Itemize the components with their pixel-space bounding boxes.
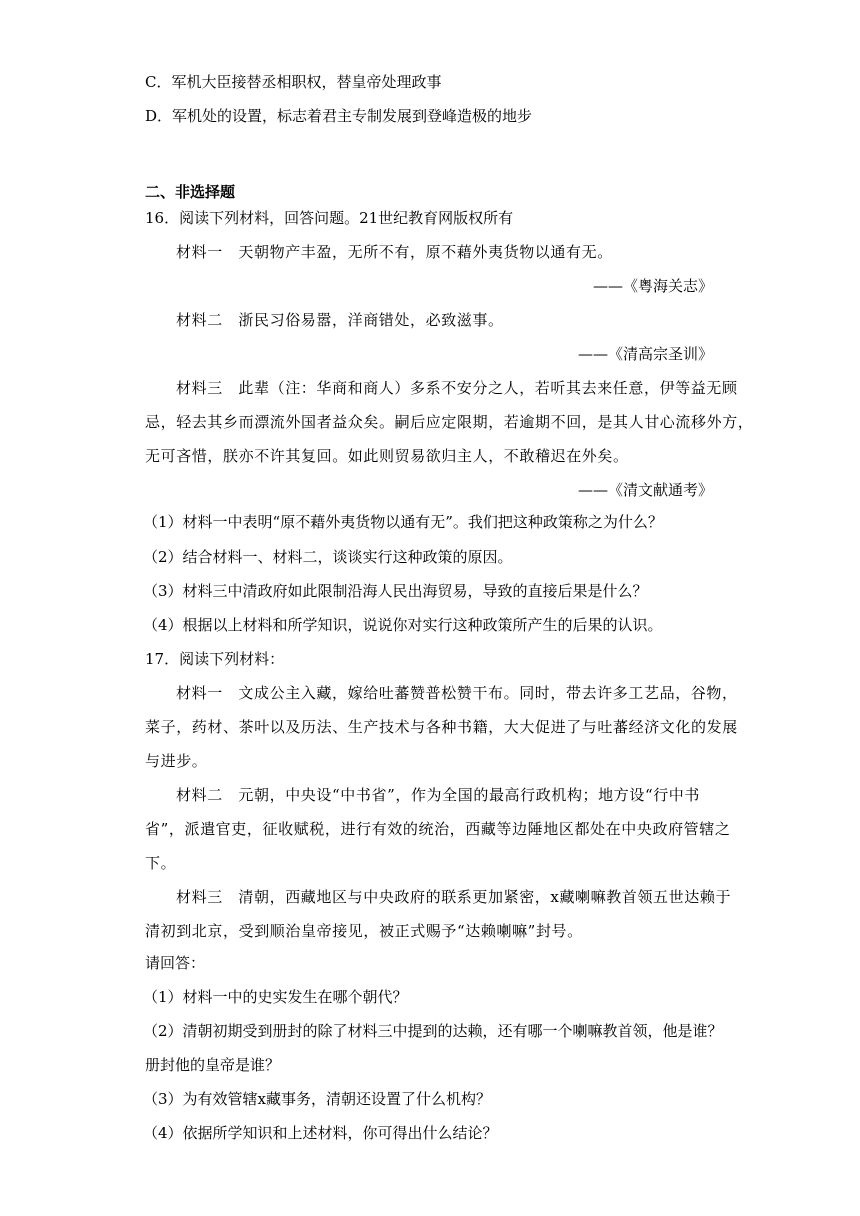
q17-sub-1: （1）材料一中的史实发生在哪个朝代？ bbox=[143, 988, 408, 1006]
q16-sub-3: （3）材料三中清政府如此限制沿海人民出海贸易，导致的直接后果是什么？ bbox=[143, 582, 648, 600]
q16-material-3-line-3: 无可吝惜，朕亦不许其复回。如此则贸易欲归主人，不敢稽迟在外矣。 bbox=[145, 447, 629, 465]
q17-material-2-line-1: 材料二 元朝，中央设“中书省”，作为全国的最高行政机构；地方设“行中书 bbox=[176, 786, 701, 804]
q16-material-3-line-2: 忌，轻去其乡而漂流外国者益众矣。嗣后应定限期，若逾期不回，是其人甘心流移外方， bbox=[145, 413, 754, 431]
q17-sub-3: （3）为有效管辖x藏事务，清朝还设置了什么机构？ bbox=[143, 1090, 492, 1108]
q16-material-3-source: ——《清文献通考》 bbox=[577, 481, 713, 499]
q16-material-2: 材料二 浙民习俗易嚣，洋商错处，必致滋事。 bbox=[176, 311, 504, 329]
q17-material-1-line-3: 与进步。 bbox=[145, 752, 208, 770]
q16-material-2-source: ——《清高宗圣训》 bbox=[577, 345, 713, 363]
q17-material-3-line-2: 清初到北京，受到顺治皇帝接见，被正式赐予“达赖喇嘛”封号。 bbox=[145, 922, 583, 940]
section-title: 二、非选择题 bbox=[145, 183, 236, 201]
option-c: C．军机大臣接替丞相职权，替皇帝处理政事 bbox=[145, 73, 442, 91]
q17-material-2-line-2: 省”，派遣官吏，征收赋税，进行有效的统治，西藏等边陲地区都处在中央政府管辖之 bbox=[145, 820, 731, 838]
q16-material-1-source: ——《粤海关志》 bbox=[592, 277, 713, 295]
q17-stem: 17．阅读下列材料： bbox=[145, 650, 285, 668]
q17-material-3-line-1: 材料三 清朝，西藏地区与中央政府的联系更加紧密，x藏喇嘛教首领五世达赖于 bbox=[176, 888, 732, 906]
q16-sub-1: （1）材料一中表明“原不藉外夷货物以通有无”。我们把这种政策称之为什么？ bbox=[143, 513, 663, 531]
q17-sub-2-line-1: （2）清朝初期受到册封的除了材料三中提到的达赖，还有哪一个喇嘛教首领，他是谁？ bbox=[143, 1022, 723, 1040]
q17-material-1-line-2: 菜子，药材、茶叶以及历法、生产技术与各种书籍，大大促进了与吐蕃经济文化的发展 bbox=[145, 718, 738, 736]
q16-stem: 16．阅读下列材料，回答问题。21世纪教育网版权所有 bbox=[145, 209, 514, 227]
q17-material-2-line-3: 下。 bbox=[145, 854, 177, 872]
q16-material-1: 材料一 天朝物产丰盈，无所不有，原不藉外夷货物以通有无。 bbox=[176, 243, 613, 261]
q16-material-3-line-1: 材料三 此辈（注：华商和商人）多系不安分之人，若听其去来任意，伊等益无顾 bbox=[176, 379, 738, 397]
q17-sub-2-line-2: 册封他的皇帝是谁？ bbox=[145, 1056, 281, 1074]
q16-sub-2: （2）结合材料一、材料二，谈谈实行这种政策的原因。 bbox=[143, 548, 513, 566]
q16-sub-4: （4）根据以上材料和所学知识，说说你对实行这种政策所产生的后果的认识。 bbox=[143, 616, 663, 634]
q17-ask: 请回答： bbox=[145, 954, 206, 972]
q17-material-1-line-1: 材料一 文成公主入藏，嫁给吐蕃赞普松赞干布。同时，带去许多工艺品，谷物， bbox=[176, 684, 738, 702]
q17-sub-4: （4）依据所学知识和上述材料，你可得出什么结论？ bbox=[143, 1124, 498, 1142]
option-d: D．军机处的设置，标志着君主专制发展到登峰造极的地步 bbox=[145, 107, 533, 125]
